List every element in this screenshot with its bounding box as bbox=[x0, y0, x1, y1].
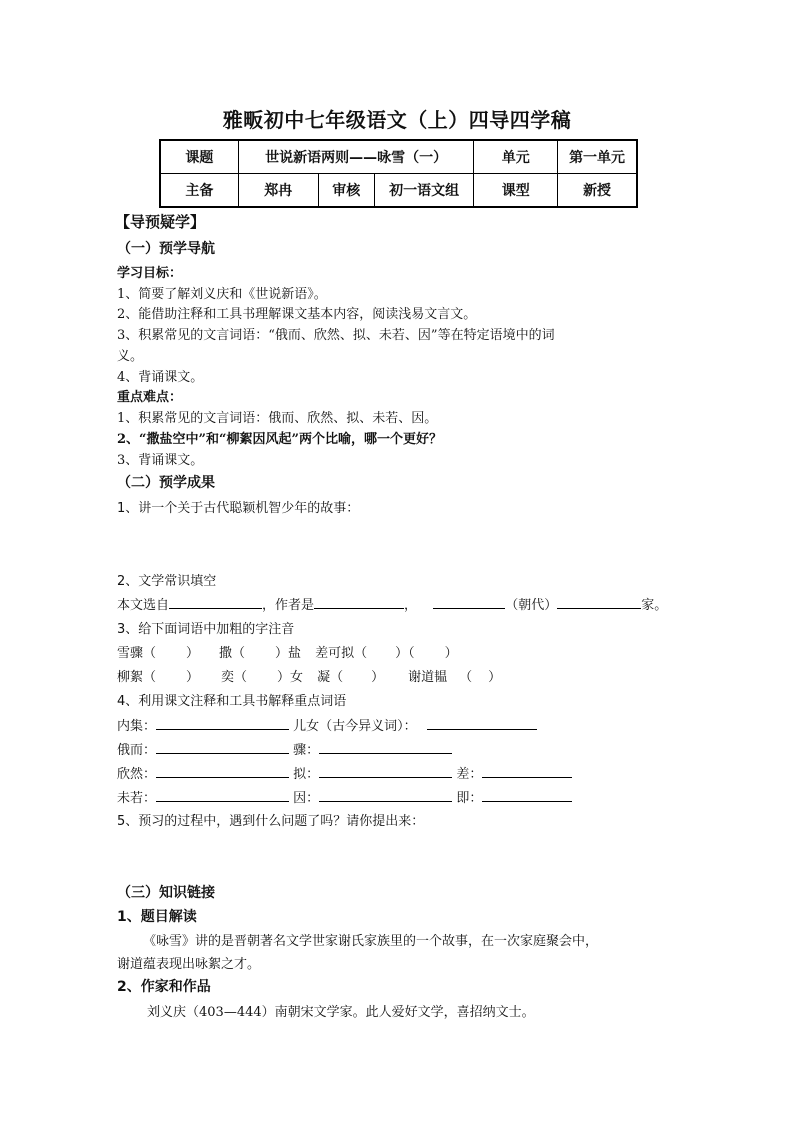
q3-text: ） bbox=[444, 646, 458, 661]
term-label: 未若： bbox=[117, 791, 157, 806]
question-5: 5、预习的过程中，遇到什么问题了吗？请你提出来： bbox=[117, 814, 425, 829]
paragraph: 刘义庆（403—444）南朝宋文学家。此人爱好文学，喜招纳文士。 bbox=[147, 1005, 535, 1020]
q3-text: 奕（ bbox=[221, 670, 248, 685]
table-cell: 单元 bbox=[474, 140, 558, 174]
answer-blank[interactable] bbox=[156, 740, 289, 754]
term-label: 差： bbox=[456, 767, 483, 782]
q3-text: ）盐 bbox=[275, 646, 302, 661]
q2-text: 本文选自 bbox=[117, 598, 170, 613]
q3-text: ） bbox=[186, 646, 200, 661]
goal-item: 2、能借助注释和工具书理解课文基本内容，阅读浅易文言文。 bbox=[117, 307, 477, 322]
paragraph: 谢道蕴表现出咏絮之才。 bbox=[117, 957, 261, 972]
term-row bbox=[117, 715, 537, 734]
q3-text: 差可拟（ bbox=[315, 646, 368, 661]
table-cell: 新授 bbox=[558, 174, 637, 208]
term-label: 骤： bbox=[293, 743, 320, 758]
term-row bbox=[117, 763, 572, 782]
term-label: 即： bbox=[456, 791, 483, 806]
answer-blank[interactable] bbox=[433, 595, 505, 609]
question-3: 3、给下面词语中加粗的字注音 bbox=[117, 622, 295, 637]
sub-heading: 2、作家和作品 bbox=[117, 979, 211, 995]
q2-text: ， bbox=[404, 598, 418, 613]
term-label: 内集： bbox=[117, 719, 157, 734]
question-2-line bbox=[117, 594, 667, 613]
goal-item: 1、简要了解刘义庆和《世说新语》。 bbox=[117, 287, 327, 302]
part3-heading: （三）知识链接 bbox=[117, 885, 215, 901]
sub-heading: 1、题目解读 bbox=[117, 909, 197, 925]
table-cell: 世说新语两则——咏雪（一） bbox=[238, 140, 474, 174]
answer-blank[interactable] bbox=[314, 595, 404, 609]
term-label: 欣然： bbox=[117, 767, 157, 782]
question-2: 2、文学常识填空 bbox=[117, 574, 217, 589]
q3-text: ）（ bbox=[395, 646, 415, 661]
q3-text: 凝（ bbox=[317, 670, 344, 685]
term-row bbox=[117, 739, 452, 758]
goal-item: 义。 bbox=[117, 349, 144, 364]
q2-text: ，作者是 bbox=[262, 598, 315, 613]
q3-text: 谢道韫 bbox=[408, 670, 448, 685]
answer-blank[interactable] bbox=[156, 788, 289, 802]
question-1: 1、讲一个关于古代聪颖机智少年的故事： bbox=[117, 501, 360, 516]
part1-heading: （一）预学导航 bbox=[117, 241, 215, 257]
section-header: 【导预疑学】 bbox=[115, 213, 206, 231]
answer-blank[interactable] bbox=[156, 716, 289, 730]
answer-blank[interactable] bbox=[169, 595, 262, 609]
q2-text: （朝代） bbox=[505, 598, 558, 613]
key-item: 1、积累常见的文言词语：俄而、欣然、拟、未若、因。 bbox=[117, 411, 438, 426]
answer-blank[interactable] bbox=[319, 788, 452, 802]
q3-text: ）女 bbox=[277, 670, 304, 685]
answer-blank[interactable] bbox=[427, 716, 537, 730]
term-row bbox=[117, 787, 572, 806]
table-row bbox=[160, 140, 637, 174]
answer-blank[interactable] bbox=[482, 788, 572, 802]
table-cell: 课题 bbox=[160, 140, 238, 174]
part2-heading: （二）预学成果 bbox=[117, 475, 215, 491]
answer-blank[interactable] bbox=[319, 764, 452, 778]
key-item: 3、背诵课文。 bbox=[117, 453, 204, 468]
goal-item: 3、积累常见的文言词语：“俄而、欣然、拟、未若、因”等在特定语境中的词 bbox=[117, 328, 555, 343]
info-table bbox=[159, 139, 638, 208]
answer-blank[interactable] bbox=[482, 764, 572, 778]
pinyin-row-1 bbox=[117, 642, 458, 661]
goals-label: 学习目标： bbox=[117, 266, 183, 281]
table-row bbox=[160, 174, 637, 208]
answer-blank[interactable] bbox=[557, 595, 641, 609]
paragraph: 《咏雪》讲的是晋朝著名文学世家谢氏家族里的一个故事，在一次家庭聚会中， bbox=[143, 934, 599, 949]
question-4: 4、利用课文注释和工具书解释重点词语 bbox=[117, 694, 347, 709]
term-label: 拟： bbox=[293, 767, 320, 782]
pinyin-row-2 bbox=[117, 666, 501, 685]
q3-text: ） bbox=[186, 670, 200, 685]
table-cell: 第一单元 bbox=[558, 140, 637, 174]
page-title: 雅畈初中七年级语文（上）四导四学稿 bbox=[222, 108, 572, 132]
q3-text: 撒（ bbox=[219, 646, 246, 661]
key-item: 2、“撒盐空中”和“柳絮因风起”两个比喻，哪一个更好？ bbox=[117, 432, 442, 447]
q3-text: ） bbox=[488, 670, 502, 685]
q3-text: 柳絮（ bbox=[117, 670, 157, 685]
q3-text: ） bbox=[371, 670, 385, 685]
key-label: 重点难点： bbox=[117, 390, 183, 405]
table-cell: 郑冉 bbox=[238, 174, 318, 208]
term-label: 因： bbox=[293, 791, 320, 806]
term-label: 俄而： bbox=[117, 743, 157, 758]
table-cell: 主备 bbox=[160, 174, 238, 208]
goal-item: 4、背诵课文。 bbox=[117, 370, 204, 385]
term-label: 儿女（古今异义词）： bbox=[293, 719, 417, 734]
table-cell: 课型 bbox=[474, 174, 558, 208]
table-cell: 审核 bbox=[318, 174, 374, 208]
answer-blank[interactable] bbox=[319, 740, 452, 754]
q2-text: 家。 bbox=[641, 598, 668, 613]
answer-blank[interactable] bbox=[156, 764, 289, 778]
table-cell: 初一语文组 bbox=[374, 174, 473, 208]
q3-text: （ bbox=[459, 670, 473, 685]
q3-text: 雪骤（ bbox=[117, 646, 157, 661]
